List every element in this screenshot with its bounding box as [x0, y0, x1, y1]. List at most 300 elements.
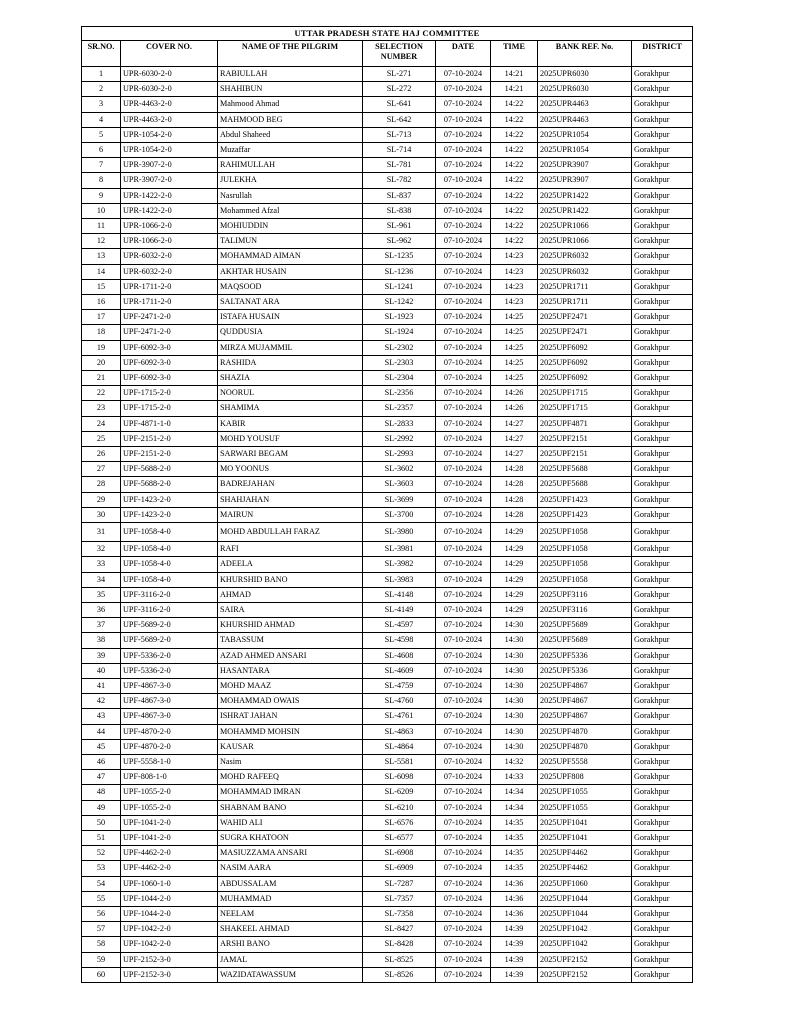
cell-pilgrim-name: KAUSAR	[218, 739, 363, 754]
cell-bank-ref: 2025UPR3907	[538, 173, 632, 188]
cell-selection-number: SL-782	[363, 173, 436, 188]
cell-district: Gorakhpur	[632, 906, 693, 921]
cell-date: 07-10-2024	[436, 739, 491, 754]
cell-district: Gorakhpur	[632, 325, 693, 340]
document-sheet	[81, 26, 692, 983]
cell-district: Gorakhpur	[632, 587, 693, 602]
cell-time: 14:29	[491, 542, 538, 557]
cell-pilgrim-name: MAIRUN	[218, 507, 363, 522]
cell-date: 07-10-2024	[436, 507, 491, 522]
cell-time: 14:39	[491, 967, 538, 982]
cell-selection-number: SL-4863	[363, 724, 436, 739]
cell-sr-no: 46	[82, 754, 121, 769]
cell-bank-ref: 2025UPF5689	[538, 633, 632, 648]
cell-bank-ref: 2025UPF4871	[538, 416, 632, 431]
cell-district: Gorakhpur	[632, 264, 693, 279]
cell-selection-number: SL-838	[363, 203, 436, 218]
cell-time: 14:23	[491, 249, 538, 264]
table-row	[82, 401, 693, 416]
table-row	[82, 815, 693, 830]
cell-pilgrim-name: BADREJAHAN	[218, 477, 363, 492]
cell-pilgrim-name: SAIRA	[218, 602, 363, 617]
cell-cover-no: UPF-1058-4-0	[121, 523, 218, 542]
cell-time: 14:33	[491, 770, 538, 785]
cell-selection-number: SL-3603	[363, 477, 436, 492]
cell-selection-number: SL-4759	[363, 678, 436, 693]
table-row	[82, 127, 693, 142]
cell-pilgrim-name: NASIM AARA	[218, 861, 363, 876]
table-row	[82, 633, 693, 648]
cell-bank-ref: 2025UPR4463	[538, 112, 632, 127]
cell-sr-no: 16	[82, 295, 121, 310]
cell-district: Gorakhpur	[632, 158, 693, 173]
table-row	[82, 937, 693, 952]
cell-time: 14:27	[491, 431, 538, 446]
cell-selection-number: SL-2357	[363, 401, 436, 416]
cell-sr-no: 30	[82, 507, 121, 522]
cell-district: Gorakhpur	[632, 507, 693, 522]
table-row	[82, 97, 693, 112]
cell-pilgrim-name: Abdul Shaheed	[218, 127, 363, 142]
cell-date: 07-10-2024	[436, 67, 491, 82]
cell-pilgrim-name: ISTAFA HUSAIN	[218, 310, 363, 325]
cell-district: Gorakhpur	[632, 127, 693, 142]
cell-pilgrim-name: WAHID ALI	[218, 815, 363, 830]
cell-sr-no: 19	[82, 340, 121, 355]
cell-cover-no: UPF-1058-4-0	[121, 572, 218, 587]
document-title: UTTAR PRADESH STATE HAJ COMMITTEE	[82, 27, 693, 41]
cell-district: Gorakhpur	[632, 447, 693, 462]
cell-time: 14:22	[491, 112, 538, 127]
cell-time: 14:23	[491, 264, 538, 279]
header-sr-no: SR.NO.	[82, 41, 121, 67]
table-row	[82, 587, 693, 602]
table-row	[82, 234, 693, 249]
cell-cover-no: UPF-1715-2-0	[121, 401, 218, 416]
cell-bank-ref: 2025UPF4870	[538, 739, 632, 754]
cell-sr-no: 6	[82, 143, 121, 158]
table-row	[82, 602, 693, 617]
cell-bank-ref: 2025UPF1058	[538, 542, 632, 557]
table-row	[82, 709, 693, 724]
cell-date: 07-10-2024	[436, 648, 491, 663]
cell-bank-ref: 2025UPF4462	[538, 846, 632, 861]
cell-district: Gorakhpur	[632, 618, 693, 633]
table-row	[82, 477, 693, 492]
cell-date: 07-10-2024	[436, 310, 491, 325]
cell-date: 07-10-2024	[436, 447, 491, 462]
cell-date: 07-10-2024	[436, 922, 491, 937]
cell-selection-number: SL-6577	[363, 830, 436, 845]
cell-district: Gorakhpur	[632, 340, 693, 355]
table-row	[82, 952, 693, 967]
cell-bank-ref: 2025UPF2152	[538, 952, 632, 967]
cell-district: Gorakhpur	[632, 952, 693, 967]
header-cover-no: COVER NO.	[121, 41, 218, 67]
cell-district: Gorakhpur	[632, 922, 693, 937]
cell-pilgrim-name: ISHRAT JAHAN	[218, 709, 363, 724]
cell-sr-no: 34	[82, 572, 121, 587]
cell-district: Gorakhpur	[632, 249, 693, 264]
table-row	[82, 431, 693, 446]
cell-date: 07-10-2024	[436, 203, 491, 218]
table-row	[82, 295, 693, 310]
cell-sr-no: 17	[82, 310, 121, 325]
cell-time: 14:30	[491, 724, 538, 739]
cell-bank-ref: 2025UPF1060	[538, 876, 632, 891]
cell-sr-no: 47	[82, 770, 121, 785]
cell-selection-number: SL-2304	[363, 371, 436, 386]
table-row	[82, 876, 693, 891]
cell-cover-no: UPF-1042-2-0	[121, 937, 218, 952]
cell-bank-ref: 2025UPF5336	[538, 648, 632, 663]
cell-selection-number: SL-4148	[363, 587, 436, 602]
cell-pilgrim-name: Nasim	[218, 754, 363, 769]
table-row	[82, 830, 693, 845]
table-row	[82, 663, 693, 678]
cell-cover-no: UPR-1711-2-0	[121, 279, 218, 294]
cell-selection-number: SL-271	[363, 67, 436, 82]
cell-district: Gorakhpur	[632, 770, 693, 785]
cell-sr-no: 1	[82, 67, 121, 82]
cell-bank-ref: 2025UPR6032	[538, 249, 632, 264]
cell-time: 14:34	[491, 785, 538, 800]
cell-selection-number: SL-837	[363, 188, 436, 203]
table-row	[82, 572, 693, 587]
cell-time: 14:30	[491, 648, 538, 663]
header-district: DISTRICT	[632, 41, 693, 67]
table-row	[82, 846, 693, 861]
cell-pilgrim-name: Mohammed Afzal	[218, 203, 363, 218]
cell-bank-ref: 2025UPR1066	[538, 219, 632, 234]
cell-district: Gorakhpur	[632, 219, 693, 234]
cell-cover-no: UPF-4867-3-0	[121, 709, 218, 724]
table-row	[82, 906, 693, 921]
cell-bank-ref: 2025UPF1042	[538, 922, 632, 937]
cell-pilgrim-name: HASANTARA	[218, 663, 363, 678]
cell-bank-ref: 2025UPF3116	[538, 587, 632, 602]
cell-district: Gorakhpur	[632, 203, 693, 218]
cell-district: Gorakhpur	[632, 785, 693, 800]
cell-bank-ref: 2025UPR6032	[538, 264, 632, 279]
cell-sr-no: 53	[82, 861, 121, 876]
cell-selection-number: SL-713	[363, 127, 436, 142]
cell-bank-ref: 2025UPF4867	[538, 678, 632, 693]
header-selection-number: SELECTION NUMBER	[363, 41, 436, 67]
cell-selection-number: SL-1242	[363, 295, 436, 310]
cell-date: 07-10-2024	[436, 173, 491, 188]
cell-time: 14:29	[491, 523, 538, 542]
cell-pilgrim-name: WAZIDATAWASSUM	[218, 967, 363, 982]
cell-cover-no: UPR-4463-2-0	[121, 97, 218, 112]
cell-time: 14:22	[491, 234, 538, 249]
cell-cover-no: UPF-4870-2-0	[121, 724, 218, 739]
cell-cover-no: UPF-4462-2-0	[121, 861, 218, 876]
table-row	[82, 112, 693, 127]
cell-selection-number: SL-3699	[363, 492, 436, 507]
cell-bank-ref: 2025UPF1044	[538, 906, 632, 921]
cell-sr-no: 26	[82, 447, 121, 462]
cell-selection-number: SL-4609	[363, 663, 436, 678]
cell-date: 07-10-2024	[436, 492, 491, 507]
cell-pilgrim-name: QUDDUSIA	[218, 325, 363, 340]
cell-sr-no: 50	[82, 815, 121, 830]
cell-bank-ref: 2025UPF6092	[538, 355, 632, 370]
cell-date: 07-10-2024	[436, 477, 491, 492]
header-date: DATE	[436, 41, 491, 67]
cell-bank-ref: 2025UPF1041	[538, 815, 632, 830]
cell-time: 14:30	[491, 709, 538, 724]
cell-district: Gorakhpur	[632, 967, 693, 982]
cell-sr-no: 12	[82, 234, 121, 249]
cell-sr-no: 27	[82, 462, 121, 477]
cell-district: Gorakhpur	[632, 572, 693, 587]
cell-district: Gorakhpur	[632, 542, 693, 557]
cell-selection-number: SL-6909	[363, 861, 436, 876]
cell-selection-number: SL-4597	[363, 618, 436, 633]
cell-selection-number: SL-3982	[363, 557, 436, 572]
cell-selection-number: SL-5581	[363, 754, 436, 769]
cell-selection-number: SL-1241	[363, 279, 436, 294]
cell-time: 14:22	[491, 188, 538, 203]
cell-bank-ref: 2025UPR4463	[538, 97, 632, 112]
cell-cover-no: UPF-5336-2-0	[121, 663, 218, 678]
cell-date: 07-10-2024	[436, 234, 491, 249]
cell-date: 07-10-2024	[436, 633, 491, 648]
cell-sr-no: 2	[82, 82, 121, 97]
cell-sr-no: 4	[82, 112, 121, 127]
cell-bank-ref: 2025UPF1058	[538, 557, 632, 572]
cell-pilgrim-name: KHURSHID BANO	[218, 572, 363, 587]
cell-district: Gorakhpur	[632, 830, 693, 845]
cell-sr-no: 57	[82, 922, 121, 937]
cell-pilgrim-name: MOHD ABDULLAH FARAZ	[218, 523, 363, 542]
cell-pilgrim-name: SHAZIA	[218, 371, 363, 386]
cell-pilgrim-name: MOHD MAAZ	[218, 678, 363, 693]
cell-selection-number: SL-1924	[363, 325, 436, 340]
cell-time: 14:22	[491, 143, 538, 158]
table-row	[82, 82, 693, 97]
cell-date: 07-10-2024	[436, 876, 491, 891]
cell-sr-no: 33	[82, 557, 121, 572]
cell-sr-no: 41	[82, 678, 121, 693]
cell-time: 14:27	[491, 447, 538, 462]
cell-cover-no: UPR-3907-2-0	[121, 173, 218, 188]
cell-bank-ref: 2025UPR6030	[538, 82, 632, 97]
cell-bank-ref: 2025UPR1711	[538, 295, 632, 310]
cell-cover-no: UPF-1044-2-0	[121, 891, 218, 906]
cell-cover-no: UPF-5336-2-0	[121, 648, 218, 663]
cell-district: Gorakhpur	[632, 173, 693, 188]
cell-sr-no: 21	[82, 371, 121, 386]
cell-date: 07-10-2024	[436, 557, 491, 572]
cell-date: 07-10-2024	[436, 663, 491, 678]
cell-district: Gorakhpur	[632, 234, 693, 249]
cell-bank-ref: 2025UPF1041	[538, 830, 632, 845]
cell-time: 14:21	[491, 67, 538, 82]
cell-district: Gorakhpur	[632, 754, 693, 769]
cell-date: 07-10-2024	[436, 952, 491, 967]
cell-cover-no: UPR-1422-2-0	[121, 188, 218, 203]
cell-date: 07-10-2024	[436, 112, 491, 127]
cell-sr-no: 20	[82, 355, 121, 370]
cell-pilgrim-name: SHAKEEL AHMAD	[218, 922, 363, 937]
cell-cover-no: UPR-3907-2-0	[121, 158, 218, 173]
cell-cover-no: UPF-1423-2-0	[121, 507, 218, 522]
cell-pilgrim-name: SHABNAM BANO	[218, 800, 363, 815]
cell-bank-ref: 2025UPF5688	[538, 477, 632, 492]
table-row	[82, 249, 693, 264]
cell-sr-no: 7	[82, 158, 121, 173]
cell-sr-no: 28	[82, 477, 121, 492]
table-body	[82, 67, 693, 983]
cell-sr-no: 24	[82, 416, 121, 431]
cell-date: 07-10-2024	[436, 325, 491, 340]
cell-date: 07-10-2024	[436, 249, 491, 264]
cell-bank-ref: 2025UPF5689	[538, 618, 632, 633]
cell-selection-number: SL-961	[363, 219, 436, 234]
cell-time: 14:22	[491, 97, 538, 112]
table-row	[82, 355, 693, 370]
cell-time: 14:29	[491, 572, 538, 587]
cell-selection-number: SL-2833	[363, 416, 436, 431]
cell-cover-no: UPF-6092-3-0	[121, 355, 218, 370]
cell-selection-number: SL-6210	[363, 800, 436, 815]
cell-selection-number: SL-4761	[363, 709, 436, 724]
cell-selection-number: SL-4608	[363, 648, 436, 663]
cell-cover-no: UPR-1711-2-0	[121, 295, 218, 310]
cell-selection-number: SL-642	[363, 112, 436, 127]
table-row	[82, 523, 693, 542]
cell-cover-no: UPF-1042-2-0	[121, 922, 218, 937]
cell-time: 14:22	[491, 203, 538, 218]
cell-pilgrim-name: JAMAL	[218, 952, 363, 967]
cell-pilgrim-name: MUHAMMAD	[218, 891, 363, 906]
cell-date: 07-10-2024	[436, 371, 491, 386]
cell-pilgrim-name: KHURSHID AHMAD	[218, 618, 363, 633]
cell-date: 07-10-2024	[436, 800, 491, 815]
cell-cover-no: UPF-1041-2-0	[121, 830, 218, 845]
cell-district: Gorakhpur	[632, 67, 693, 82]
cell-sr-no: 39	[82, 648, 121, 663]
cell-pilgrim-name: AHMAD	[218, 587, 363, 602]
cell-date: 07-10-2024	[436, 127, 491, 142]
cell-bank-ref: 2025UPF6092	[538, 340, 632, 355]
cell-date: 07-10-2024	[436, 523, 491, 542]
cell-date: 07-10-2024	[436, 709, 491, 724]
cell-selection-number: SL-8427	[363, 922, 436, 937]
cell-bank-ref: 2025UPF5558	[538, 754, 632, 769]
cell-cover-no: UPF-3116-2-0	[121, 602, 218, 617]
cell-district: Gorakhpur	[632, 861, 693, 876]
cell-time: 14:30	[491, 633, 538, 648]
cell-cover-no: UPF-1715-2-0	[121, 386, 218, 401]
cell-selection-number: SL-7358	[363, 906, 436, 921]
cell-selection-number: SL-4760	[363, 694, 436, 709]
cell-district: Gorakhpur	[632, 295, 693, 310]
cell-sr-no: 45	[82, 739, 121, 754]
cell-time: 14:29	[491, 587, 538, 602]
table-row	[82, 188, 693, 203]
table-row	[82, 492, 693, 507]
cell-date: 07-10-2024	[436, 295, 491, 310]
cell-selection-number: SL-8525	[363, 952, 436, 967]
table-row	[82, 618, 693, 633]
cell-selection-number: SL-272	[363, 82, 436, 97]
cell-sr-no: 59	[82, 952, 121, 967]
cell-sr-no: 10	[82, 203, 121, 218]
cell-pilgrim-name: SARWARI BEGAM	[218, 447, 363, 462]
cell-time: 14:25	[491, 371, 538, 386]
cell-district: Gorakhpur	[632, 709, 693, 724]
cell-time: 14:28	[491, 477, 538, 492]
cell-bank-ref: 2025UPR3907	[538, 158, 632, 173]
cell-date: 07-10-2024	[436, 906, 491, 921]
cell-pilgrim-name: SHAHIBUN	[218, 82, 363, 97]
table-row	[82, 694, 693, 709]
cell-time: 14:39	[491, 937, 538, 952]
pilgrim-table	[81, 26, 693, 983]
cell-cover-no: UPR-1054-2-0	[121, 143, 218, 158]
cell-pilgrim-name: MAHMOOD BEG	[218, 112, 363, 127]
cell-cover-no: UPR-6032-2-0	[121, 249, 218, 264]
cell-cover-no: UPF-1055-2-0	[121, 800, 218, 815]
cell-cover-no: UPF-1055-2-0	[121, 785, 218, 800]
cell-sr-no: 51	[82, 830, 121, 845]
cell-cover-no: UPF-2471-2-0	[121, 325, 218, 340]
cell-time: 14:25	[491, 355, 538, 370]
cell-district: Gorakhpur	[632, 188, 693, 203]
cell-pilgrim-name: TALIMUN	[218, 234, 363, 249]
header-pilgrim-name: NAME OF THE PILGRIM	[218, 41, 363, 67]
cell-district: Gorakhpur	[632, 97, 693, 112]
table-row	[82, 416, 693, 431]
cell-sr-no: 22	[82, 386, 121, 401]
cell-pilgrim-name: AZAD AHMED ANSARI	[218, 648, 363, 663]
cell-pilgrim-name: MO YOONUS	[218, 462, 363, 477]
cell-district: Gorakhpur	[632, 112, 693, 127]
cell-time: 14:22	[491, 173, 538, 188]
cell-district: Gorakhpur	[632, 431, 693, 446]
cell-selection-number: SL-2303	[363, 355, 436, 370]
cell-cover-no: UPF-1058-4-0	[121, 557, 218, 572]
cell-date: 07-10-2024	[436, 861, 491, 876]
cell-pilgrim-name: MIRZA MUJAMMIL	[218, 340, 363, 355]
cell-selection-number: SL-6908	[363, 846, 436, 861]
cell-pilgrim-name: RABIULLAH	[218, 67, 363, 82]
cell-date: 07-10-2024	[436, 264, 491, 279]
cell-selection-number: SL-3983	[363, 572, 436, 587]
cell-bank-ref: 2025UPR1054	[538, 127, 632, 142]
cell-selection-number: SL-3602	[363, 462, 436, 477]
cell-bank-ref: 2025UPF1058	[538, 523, 632, 542]
cell-pilgrim-name: MOHIUDDIN	[218, 219, 363, 234]
cell-pilgrim-name: Nasrullah	[218, 188, 363, 203]
cell-cover-no: UPF-5688-2-0	[121, 477, 218, 492]
cell-district: Gorakhpur	[632, 492, 693, 507]
cell-pilgrim-name: NOORUL	[218, 386, 363, 401]
cell-selection-number: SL-4149	[363, 602, 436, 617]
cell-sr-no: 15	[82, 279, 121, 294]
cell-district: Gorakhpur	[632, 355, 693, 370]
cell-district: Gorakhpur	[632, 401, 693, 416]
cell-district: Gorakhpur	[632, 633, 693, 648]
cell-sr-no: 43	[82, 709, 121, 724]
cell-time: 14:22	[491, 127, 538, 142]
cell-cover-no: UPF-4462-2-0	[121, 846, 218, 861]
cell-pilgrim-name: MASIUZZAMA ANSARI	[218, 846, 363, 861]
cell-time: 14:30	[491, 618, 538, 633]
